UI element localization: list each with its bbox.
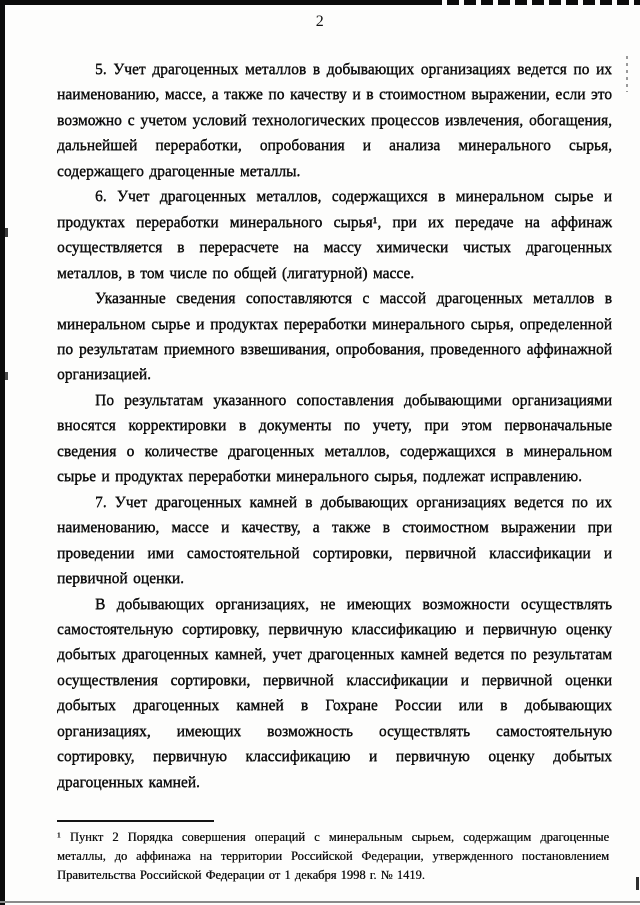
paragraph-comparison: Указанные сведения сопоставляются с массой драгоценных металлов в минеральном сырье и продуктах переработки минерального сырья, определенной по результатам приемного взвешивания, опробования, проведенного аффинажной организацией. [57,290,612,384]
paragraph-gokhran: В добывающих организациях, не имеющих возможности осуществлять самостоятельную сортировку, первичную классификацию и первичную оценку добытых драгоценных камней, учет драгоценных камней ведется по результатам осуществления сортировки, первичной классификации и первичной оценки добытых драгоценных камней в Гохране России или в добывающих организациях, имеющих возможность осуществлять самостоятельную сортировку, первичную классификацию и первичную оценку добытых драгоценных камней. [57,595,612,791]
scan-artifact-dashed-line [626,56,628,92]
scan-artifact-tick [5,372,8,380]
page-number: 2 [315,13,325,30]
scan-artifact-mark [636,877,639,890]
paragraph-item-6: 6. Учет драгоценных металлов, содержащихся в минеральном сырье и продуктах переработки минерального сырья¹, при их передаче на аффинаж осуществляется в перерасчете на массу химически чистых драгоценных металлов, в том числе по общей (лигатурной) массе. [57,188,612,282]
paragraph-item-5: 5. Учет драгоценных металлов в добывающих организациях ведется по их наименованию, массе, а также по качеству и в стоимостном выражении, если это возможно с учетом условий технологических процессов извлечения, обогащения, дальнейшей переработки, опробования и анализа минерального сырья, содержащего драгоценные металлы. [57,61,612,180]
scan-border-bottom [0,901,640,903]
paragraph-corrections: По результатам указанного сопоставления добывающими организациями вносятся корректировки в документы по учету, при этом первоначальные сведения о количестве драгоценных металлов, содержащихся в минеральном сырье и продуктах переработки минерального сырья, подлежат исправлению. [57,391,612,486]
scan-border-top-dashes [430,0,640,5]
paragraph-item-7: 7. Учет драгоценных камней в добывающих организациях ведется по их наименованию, массе и качеству, а также в стоимостном выражении при проведении ими самостоятельной сортировки, первичной классификации и первичной оценки. [57,493,612,588]
footnote-separator [57,820,214,822]
footnote-text: ¹ Пункт 2 Порядка совершения операций с минеральным сырьем, содержащим драгоценные металлы, до аффинажа на территории Российской Федерации, утвержденного постановлением Правительства Российской Федерации от 1 декабря 1998 г. № 1419. [57,830,609,882]
footnote-block [57,820,609,885]
document-body [57,57,612,795]
scan-border-left [0,0,5,905]
scan-artifact-tick [5,228,8,237]
